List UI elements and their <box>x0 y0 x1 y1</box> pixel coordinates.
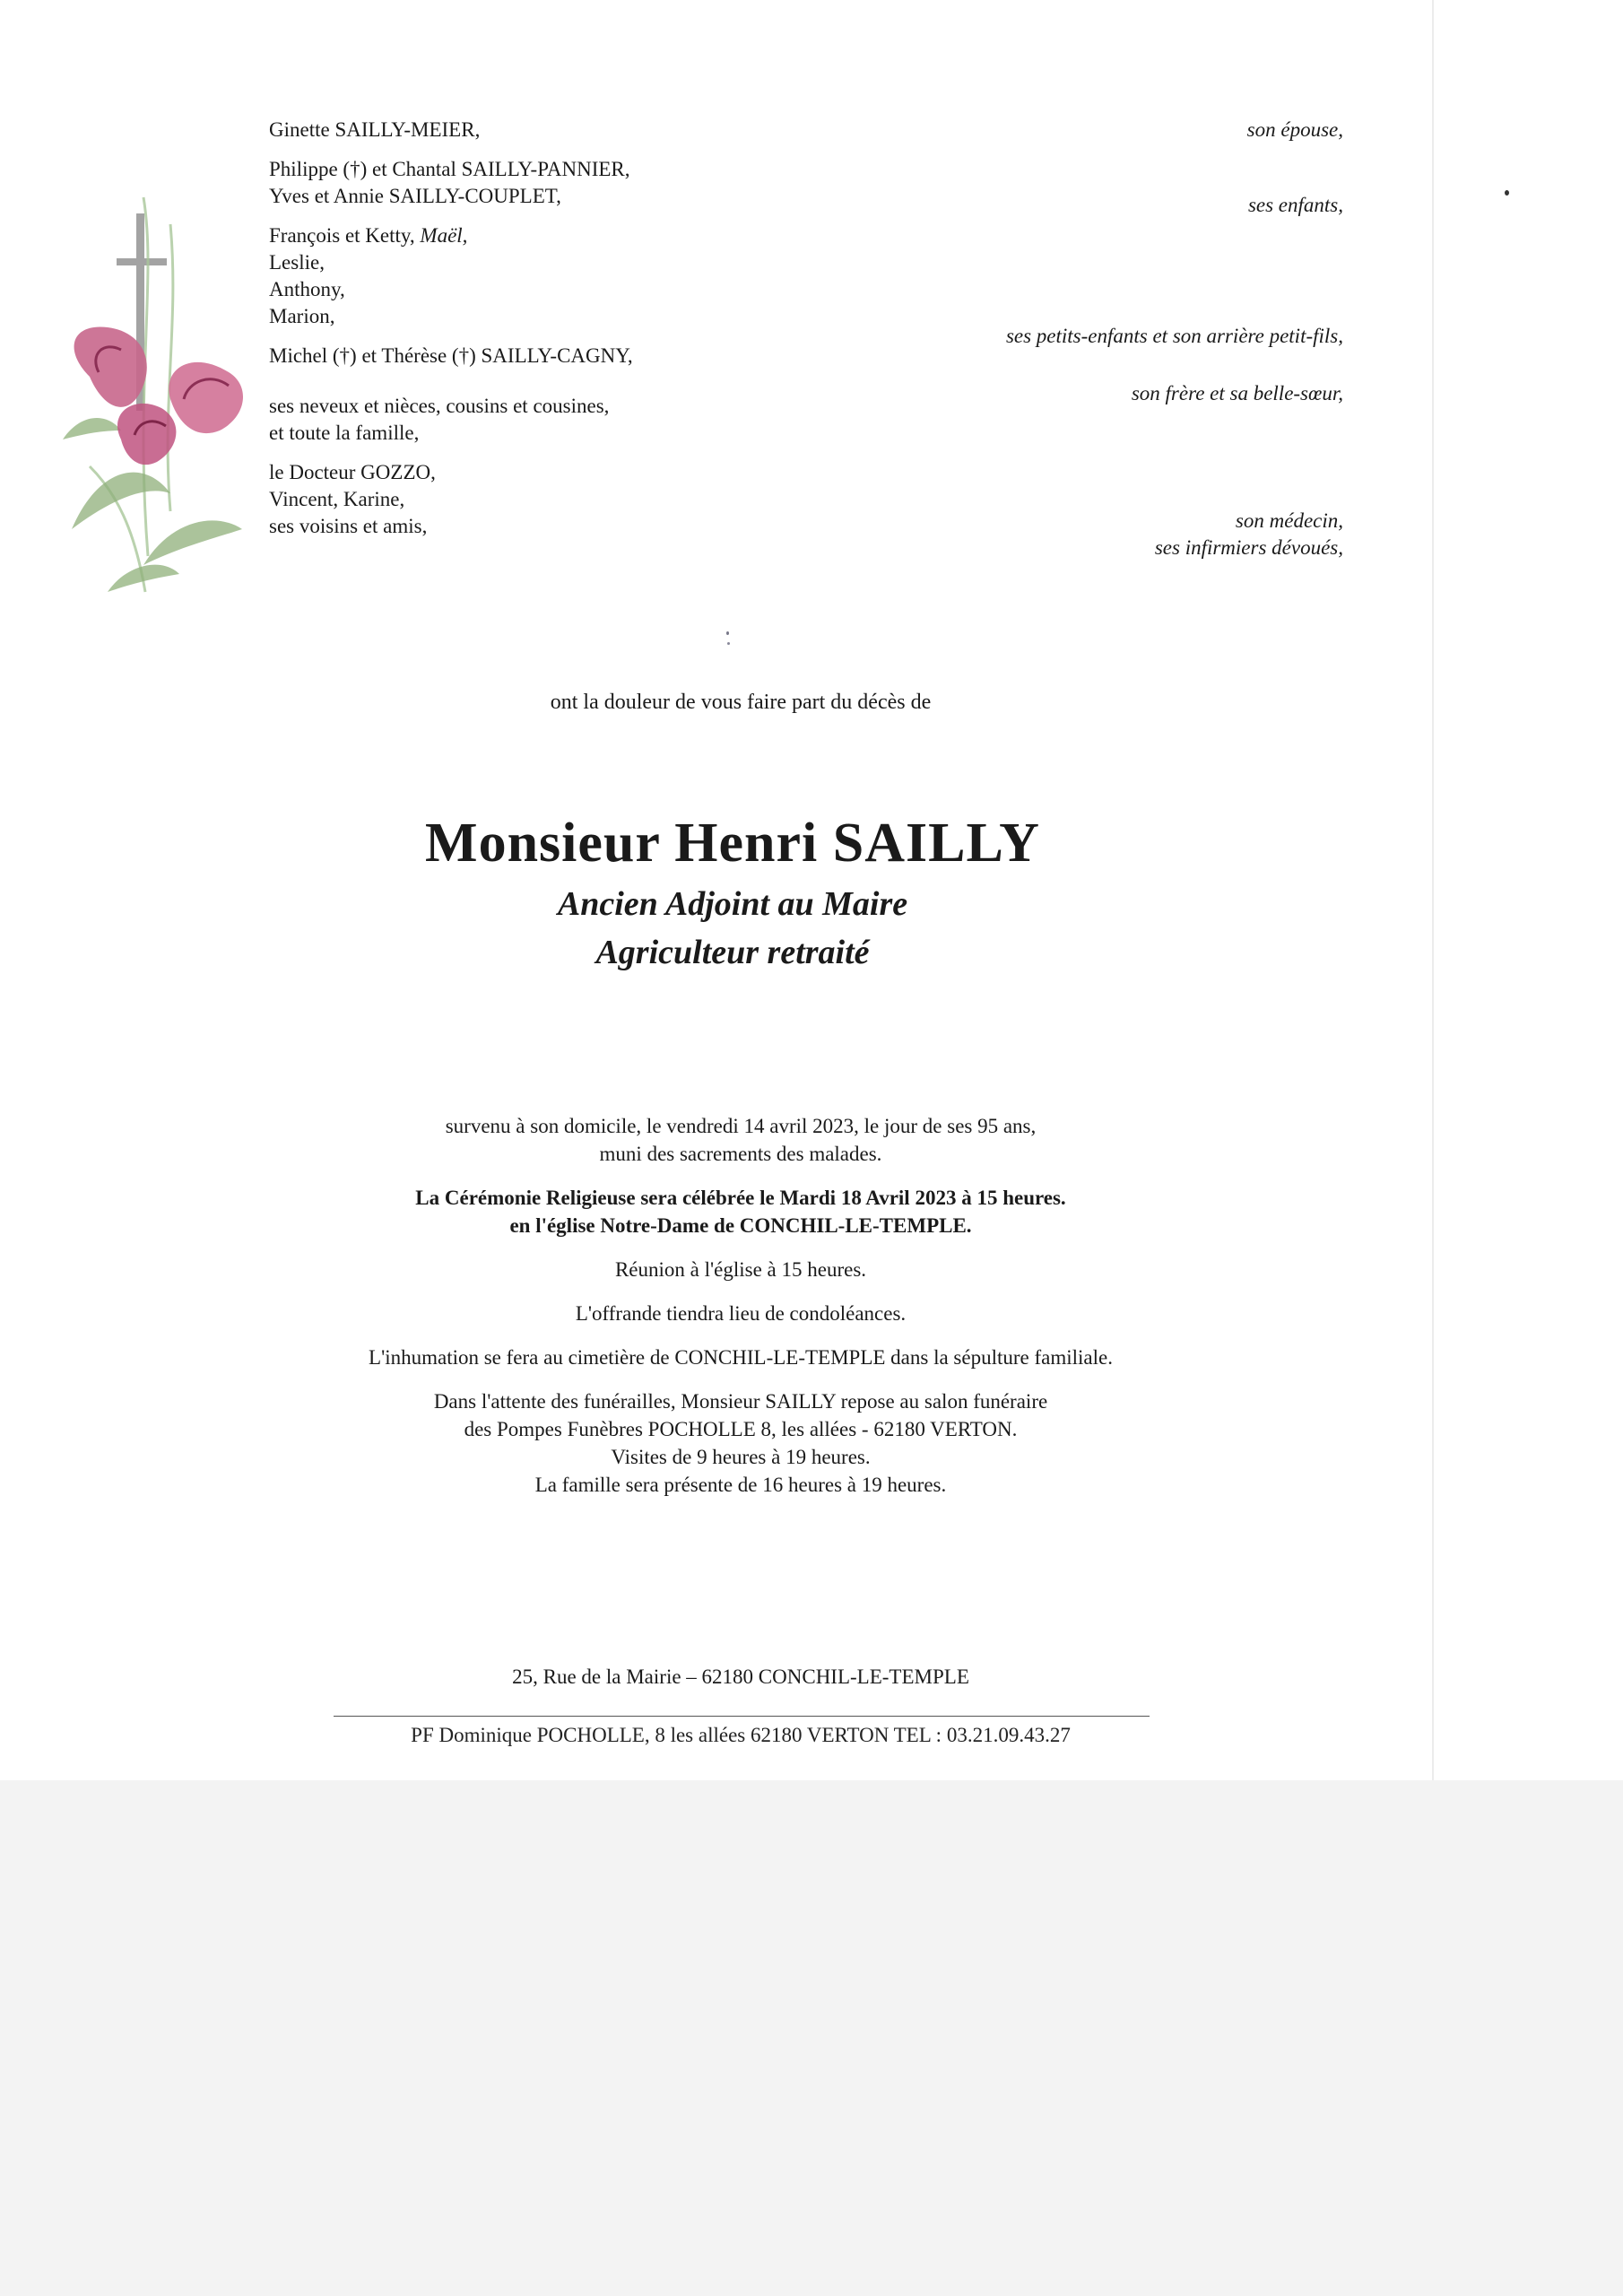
relation-doctor: son médecin, <box>1235 509 1343 532</box>
great-grandchild-name: Maël, <box>420 224 468 247</box>
family-group-extended <box>269 393 633 447</box>
offering-notice: L'offrande tiendra lieu de condoléances. <box>575 1302 907 1325</box>
funeral-home-footer: PF Dominique POCHOLLE, 8 les allées 62180 VERTON TEL : 03.21.09.43.27 <box>411 1724 1071 1746</box>
family-line: ses neveux et nièces, cousins et cousines, <box>269 395 610 417</box>
scan-background <box>0 1780 1623 2296</box>
relation-nurses: ses infirmiers dévoués, <box>1154 536 1343 559</box>
announcement-intro: ont la douleur de vous faire part du décès de <box>550 691 932 714</box>
family-line: Marion, <box>269 305 335 327</box>
family-line: Ginette SAILLY-MEIER, <box>269 118 481 141</box>
relation-sibling: son frère et sa belle-sœur, <box>1131 382 1343 404</box>
family-group-sibling <box>269 343 633 370</box>
deceased-title: Ancien Adjoint au Maire <box>557 885 908 923</box>
family-line: Anthony, <box>269 278 345 300</box>
relation-children: ses enfants, <box>1247 194 1343 216</box>
deceased-title: Agriculteur retraité <box>595 934 870 971</box>
family-line: Philippe (†) et Chantal SAILLY-PANNIER, <box>269 158 630 180</box>
funeral-details <box>0 1112 1481 1515</box>
family-group-spouse <box>269 117 633 144</box>
burial-notice: L'inhumation se fera au cimetière de CONCHIL-LE-TEMPLE dans la sépulture familiale. <box>369 1346 1113 1369</box>
family-group-caregivers <box>269 459 633 540</box>
family-line: François et Ketty, Maël, <box>269 224 468 247</box>
death-notice: survenu à son domicile, le vendredi 14 avril 2023, le jour de ses 95 ans, muni des sacrements des malades. <box>445 1115 1037 1165</box>
family-names <box>269 117 633 552</box>
reunion-notice: Réunion à l'église à 15 heures. <box>614 1258 867 1281</box>
family-address: 25, Rue de la Mairie – 62180 CONCHIL-LE-TEMPLE <box>512 1665 969 1688</box>
deceased-name: Monsieur Henri SAILLY <box>425 813 1040 874</box>
ceremony-notice: La Cérémonie Religieuse sera célébrée le Mardi 18 Avril 2023 à 15 heures. en l'église Notre-Dame de CONCHIL-LE-TEMPLE. <box>415 1187 1066 1237</box>
family-group-grandchildren <box>269 222 633 330</box>
family-line: et toute la famille, <box>269 422 420 444</box>
scan-speck <box>1505 190 1509 196</box>
family-line: le Docteur GOZZO, <box>269 461 436 483</box>
calla-lily-icon <box>74 326 243 465</box>
family-group-children <box>269 156 633 210</box>
family-line: Michel (†) et Thérèse (†) SAILLY-CAGNY, <box>269 344 633 367</box>
scan-speck <box>726 631 729 635</box>
family-line: ses voisins et amis, <box>269 515 428 537</box>
scan-speck <box>727 642 730 645</box>
relation-spouse: son épouse, <box>1246 118 1343 141</box>
family-line: Vincent, Karine, <box>269 488 405 510</box>
relation-grandchildren: ses petits-enfants et son arrière petit-fils, <box>1005 325 1343 347</box>
family-line: Leslie, <box>269 251 325 274</box>
footer-divider <box>334 1716 1150 1717</box>
family-line: Yves et Annie SAILLY-COUPLET, <box>269 185 561 207</box>
rest-notice: Dans l'attente des funérailles, Monsieur SAILLY repose au salon funéraire des Pompes Funèbres POCHOLLE 8, les allées - 62180 VERTON. Visites de 9 heures à 19 heures. La famille sera présente de 16 heures à 19 heures. <box>433 1390 1048 1496</box>
lily-cross-decoration <box>36 170 269 637</box>
